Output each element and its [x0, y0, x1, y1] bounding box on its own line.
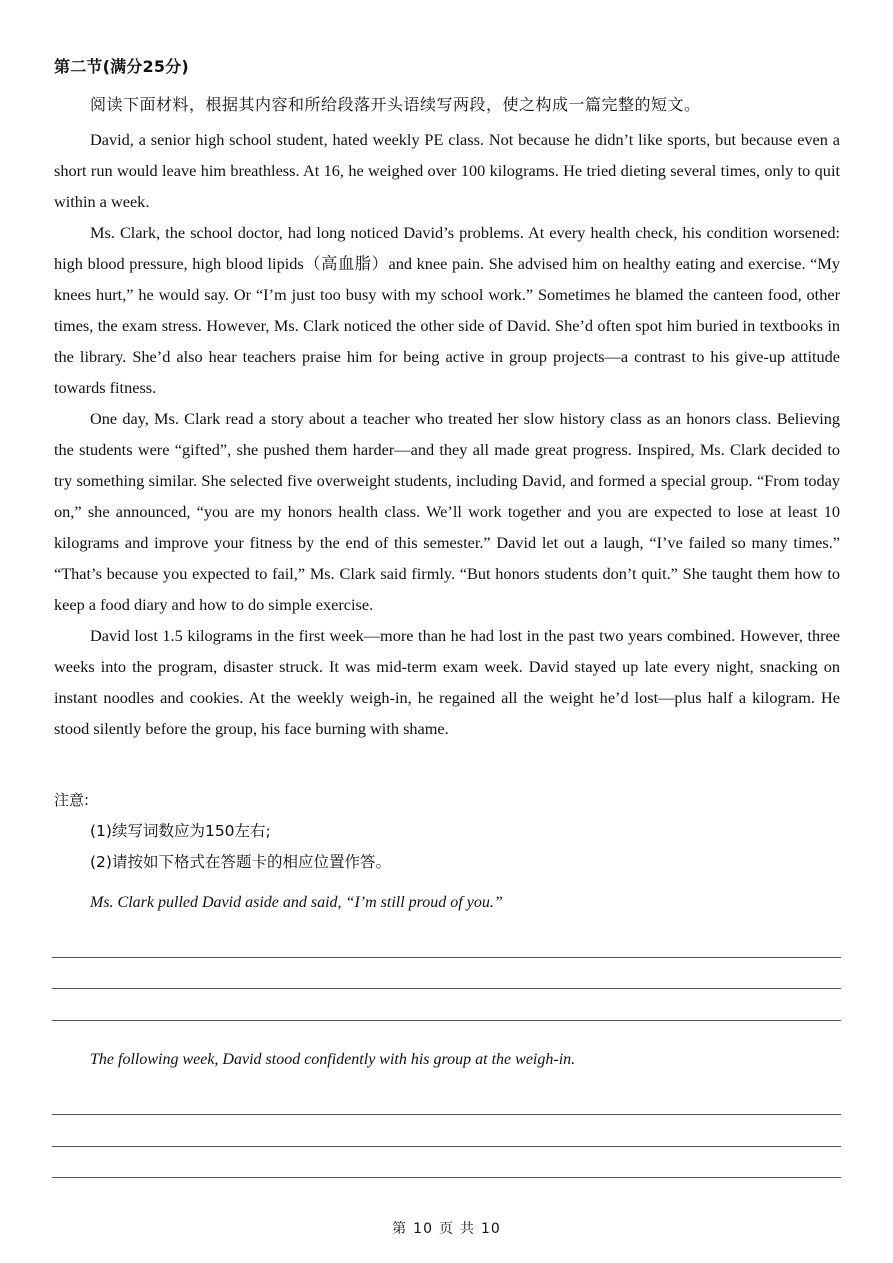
continuation-prompt-1: Ms. Clark pulled David aside and said, “I’m still proud of you.”	[90, 894, 503, 911]
answer-line[interactable]	[52, 957, 841, 958]
page-number: 10	[413, 1221, 433, 1237]
total-pages: 10	[481, 1221, 501, 1237]
notes-title: 注意:	[54, 791, 90, 809]
section-title: 第二节(满分25分)	[54, 57, 189, 76]
page-footer	[0, 1218, 893, 1238]
passage-paragraph: Ms. Clark, the school doctor, had long noticed David’s problems. At every health check, his condition worsened: high blood pressure, high blood lipids（高血脂）and knee pain. She advised him on healthy eating and exercise. “My knees hurt,” he would say. Or “I’m just too busy with my school work.” Sometimes he blamed the canteen food, other times, the exam stress. However, Ms. Clark noticed the other side of David. She’d often spot him buried in textbooks in the library. She’d also hear teachers praise him for being active in group projects—a contrast to his give-up attitude towards fitness.	[54, 223, 840, 397]
answer-line[interactable]	[52, 988, 841, 989]
passage-paragraph: David lost 1.5 kilograms in the first week—more than he had lost in the past two years combined. However, three weeks into the program, disaster struck. It was mid-term exam week. David stayed up late every night, snacking on instant noodles and cookies. At the weekly weigh-in, he regained all the weight he’d lost—plus half a kilogram. He stood silently before the group, his face burning with shame.	[54, 626, 840, 738]
answer-line[interactable]	[52, 1146, 841, 1147]
passage-paragraph: One day, Ms. Clark read a story about a teacher who treated her slow history class as an honors class. Believing the students were “gifted”, she pushed them harder—and they all made great progress. Inspired, Ms. Clark decided to try something similar. She selected five overweight students, including David, and formed a special group. “From today on,” she announced, “you are my honors health class. We’ll work together and you are expected to lose at least 10 kilograms and improve your fitness by the end of this semester.” David let out a laugh, “I’ve failed so many times.” “That’s because you expected to fail,” Ms. Clark said firmly. “But honors students don’t quit.” She taught them how to keep a food diary and how to do simple exercise.	[54, 409, 840, 614]
note-item: (1)续写词数应为150左右;	[90, 822, 271, 840]
continuation-prompt-2: The following week, David stood confidently with his group at the weigh-in.	[90, 1051, 576, 1068]
answer-line[interactable]	[52, 1114, 841, 1115]
reading-passage	[54, 124, 840, 744]
answer-line[interactable]	[52, 1020, 841, 1021]
passage-paragraph: David, a senior high school student, hated weekly PE class. Not because he didn’t like sports, but because even a short run would leave him breathless. At 16, he weighed over 100 kilograms. He tried dieting several times, only to quit within a week.	[54, 130, 840, 211]
note-item: (2)请按如下格式在答题卡的相应位置作答。	[90, 853, 391, 871]
answer-line[interactable]	[52, 1177, 841, 1178]
notes-block	[54, 785, 840, 878]
footer-label-page: 第	[392, 1221, 408, 1237]
instruction-text: 阅读下面材料，根据其内容和所给段落开头语续写两段，使之构成一篇完整的短文。	[90, 95, 701, 114]
footer-label-ye: 页	[439, 1221, 454, 1237]
footer-label-total: 共	[460, 1221, 475, 1237]
